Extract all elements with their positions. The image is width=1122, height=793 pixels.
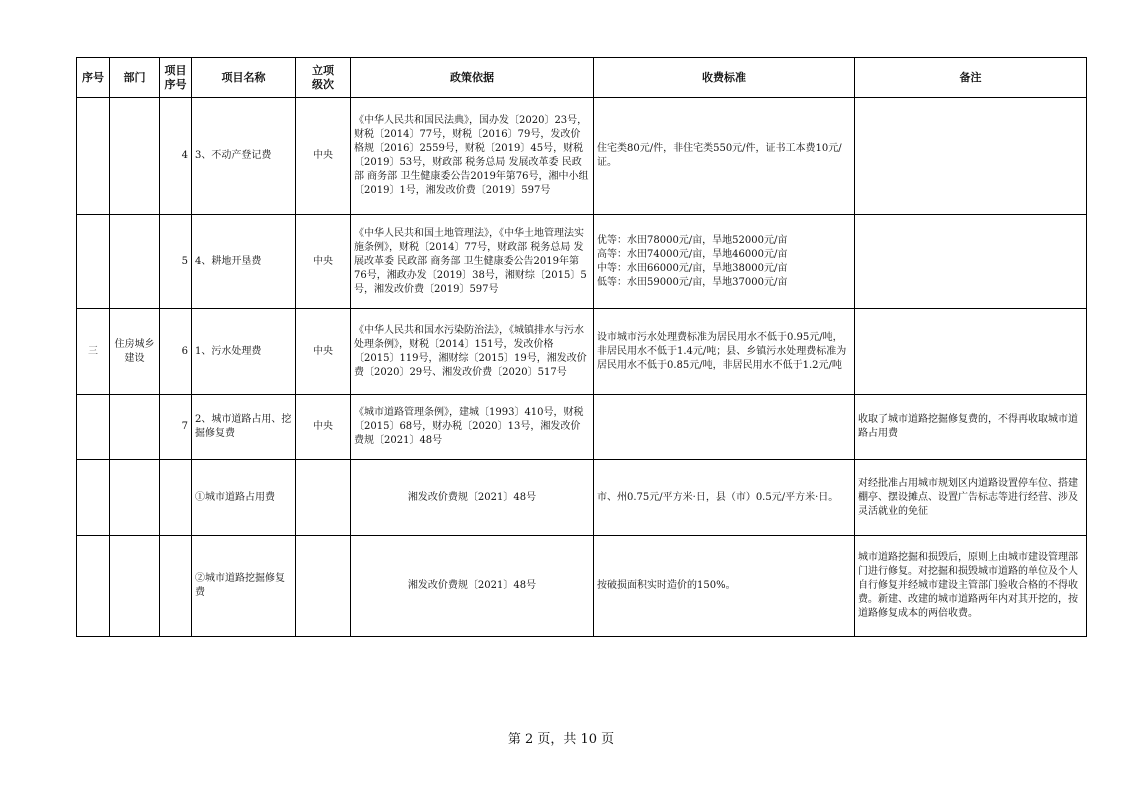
cell-remark	[855, 309, 1087, 395]
cell-remark: 城市道路挖掘和损毁后，原则上由城市建设管理部门进行修复。对挖掘和损毁城市道路的单位及个人自行修复并经城市建设主管部门验收合格的不得收费。新建、改建的城市道路两年内对其开挖的，按道路修复成本的两倍收费。	[855, 536, 1087, 637]
cell-standard: 设市城市污水处理费标准为居民用水不低于0.95元/吨，非居民用水不低于1.4元/吨；县、乡镇污水处理费标准为居民用水不低于0.85元/吨，非居民用水不低于1.2元/吨	[594, 309, 855, 395]
header-row	[77, 58, 1087, 98]
cell-item-seq: 7	[160, 395, 192, 460]
cell-item-seq: 5	[160, 215, 192, 309]
cell-policy: 《中华人民共和国水污染防治法》，《城镇排水与污水处理条例》，财税〔2014〕151号，发改价格〔2015〕119号，湘财综〔2015〕19号，湘发改价费〔2020〕29号、湘发改价费〔2020〕517号	[351, 309, 594, 395]
cell-seq: 三	[77, 309, 110, 395]
table-row	[77, 536, 1087, 637]
cell-item-name: ②城市道路挖掘修复费	[192, 536, 296, 637]
fee-table	[76, 57, 1087, 637]
cell-dept	[110, 395, 160, 460]
table-row	[77, 460, 1087, 536]
cell-standard: 住宅类80元/件，非住宅类550元/件，证书工本费10元/证。	[594, 98, 855, 215]
cell-item-name: 4、耕地开垦费	[192, 215, 296, 309]
cell-level	[296, 536, 351, 637]
cell-standard	[594, 395, 855, 460]
cell-standard: 优等：水田78000元/亩，旱地52000元/亩 高等：水田74000元/亩，旱地46000元/亩 中等：水田66000元/亩，旱地38000元/亩 低等：水田59000元/亩，旱地37000元/亩	[594, 215, 855, 309]
cell-seq	[77, 460, 110, 536]
cell-seq	[77, 215, 110, 309]
cell-policy: 《城市道路管理条例》，建城〔1993〕410号，财税〔2015〕68号，财办税〔2020〕13号，湘发改价费规〔2021〕48号	[351, 395, 594, 460]
cell-item-seq: 4	[160, 98, 192, 215]
cell-item-name: 3、不动产登记费	[192, 98, 296, 215]
cell-dept: 住房城乡建设	[110, 309, 160, 395]
header-remark: 备注	[855, 58, 1087, 98]
header-seq: 序号	[77, 58, 110, 98]
cell-dept	[110, 536, 160, 637]
cell-level: 中央	[296, 215, 351, 309]
cell-seq	[77, 395, 110, 460]
cell-level: 中央	[296, 98, 351, 215]
cell-remark	[855, 215, 1087, 309]
header-item-name: 项目名称	[192, 58, 296, 98]
cell-level: 中央	[296, 309, 351, 395]
table-row	[77, 98, 1087, 215]
header-standard: 收费标准	[594, 58, 855, 98]
table-row	[77, 395, 1087, 460]
cell-policy: 《中华人民共和国土地管理法》，《中华土地管理法实施条例》，财税〔2014〕77号，财政部 税务总局 发展改革委 民政部 商务部 卫生健康委公告2019年第76号，湘政办发〔2019〕38号，湘财综〔2015〕5号，湘发改价费〔2019〕597号	[351, 215, 594, 309]
table-row	[77, 215, 1087, 309]
cell-item-seq	[160, 536, 192, 637]
cell-standard: 市、州0.75元/平方米·日，县（市）0.5元/平方米·日。	[594, 460, 855, 536]
cell-item-name: 2、城市道路占用、挖掘修复费	[192, 395, 296, 460]
cell-policy: 《中华人民共和国民法典》，国办发〔2020〕23号，财税〔2014〕77号，财税〔2016〕79号，发改价格规〔2016〕2559号，财税〔2019〕45号，财税〔2019〕53号，财政部 税务总局 发展改革委 民政部 商务部 卫生健康委公告2019年第76号，湘中小组〔2019〕1号，湘发改价费〔2019〕597号	[351, 98, 594, 215]
cell-item-name: 1、污水处理费	[192, 309, 296, 395]
cell-seq	[77, 536, 110, 637]
cell-remark: 对经批准占用城市规划区内道路设置停车位、搭建棚亭、摆设摊点、设置广告标志等进行经营、涉及灵活就业的免征	[855, 460, 1087, 536]
cell-seq	[77, 98, 110, 215]
cell-policy: 湘发改价费规〔2021〕48号	[351, 536, 594, 637]
header-level: 立项 级次	[296, 58, 351, 98]
cell-remark	[855, 98, 1087, 215]
cell-item-name: ①城市道路占用费	[192, 460, 296, 536]
cell-dept	[110, 215, 160, 309]
page-number: 第 2 页，共 10 页	[507, 732, 615, 747]
cell-standard: 按破损面积实时造价的150%。	[594, 536, 855, 637]
table-row	[77, 309, 1087, 395]
cell-policy: 湘发改价费规〔2021〕48号	[351, 460, 594, 536]
cell-dept	[110, 460, 160, 536]
cell-level	[296, 460, 351, 536]
header-item-seq: 项目 序号	[160, 58, 192, 98]
cell-item-seq: 6	[160, 309, 192, 395]
cell-remark: 收取了城市道路挖掘修复费的，不得再收取城市道路占用费	[855, 395, 1087, 460]
cell-level: 中央	[296, 395, 351, 460]
header-policy: 政策依据	[351, 58, 594, 98]
cell-dept	[110, 98, 160, 215]
header-dept: 部门	[110, 58, 160, 98]
cell-item-seq	[160, 460, 192, 536]
